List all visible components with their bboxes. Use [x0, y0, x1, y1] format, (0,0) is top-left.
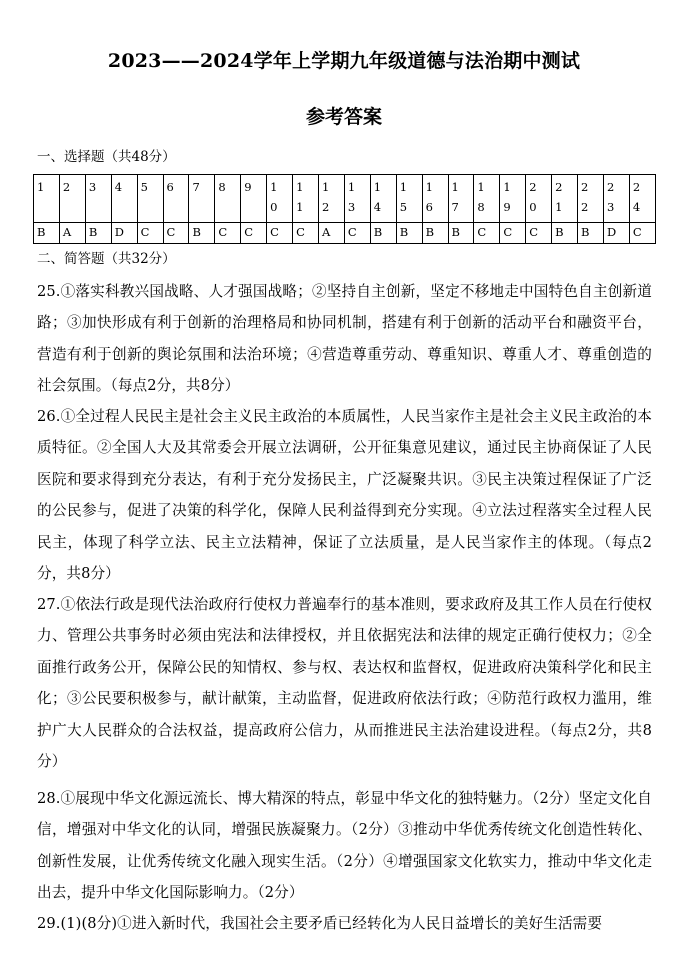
answer-cell: C — [137, 223, 163, 244]
question-number-cell: 1 5 — [396, 175, 422, 223]
question-number-cell: 2 3 — [603, 175, 629, 223]
answer-cell: D — [603, 223, 629, 244]
question-number-cell: 7 — [189, 175, 215, 223]
question-number-cell: 2 2 — [578, 175, 604, 223]
answer-cell: B — [189, 223, 215, 244]
section-heading-short-answer: 二、简答题（共32分） — [37, 251, 176, 267]
question-number-cell: 1 1 — [293, 175, 319, 223]
answer-cell: A — [59, 223, 85, 244]
answer-cell: B — [422, 223, 448, 244]
question-number-cell: 3 — [85, 175, 111, 223]
question-number-cell: 1 3 — [344, 175, 370, 223]
answer-cell: C — [215, 223, 241, 244]
answer-row — [34, 223, 656, 244]
answer-cell: C — [267, 223, 293, 244]
answer-cell: A — [318, 223, 344, 244]
question-number-cell: 1 4 — [370, 175, 396, 223]
question-number-row — [34, 175, 656, 223]
question-number-cell: 1 8 — [474, 175, 500, 223]
answer-paragraph-27: 27.①依法行政是现代法治政府行使权力普遍奉行的基本准则，要求政府及其工作人员在行使权力、管理公共事务时必须由宪法和法律授权，并且依据宪法和法律的规定正确行使权力；②全面推行政务公开，保障公民的知情权、参与权、表达权和监督权，促进政府决策科学化和民主化；③公民要积极参与，献计献策，主动监督，促进政府依法行政；④防范行政权力滥用，维护广大人民群众的合法权益，提高政府公信力，从而推进民主法治建设进程。（每点2分，共8分） — [37, 596, 652, 771]
answer-cell: B — [85, 223, 111, 244]
question-number-cell: 8 — [215, 175, 241, 223]
answer-cell: C — [500, 223, 526, 244]
answer-cell: B — [396, 223, 422, 244]
question-number-cell: 2 1 — [552, 175, 578, 223]
page-subtitle: 参考答案 — [305, 106, 382, 128]
question-number-cell: 1 6 — [422, 175, 448, 223]
answer-cell: C — [474, 223, 500, 244]
question-number-cell: 5 — [137, 175, 163, 223]
question-number-cell: 9 — [241, 175, 267, 223]
answer-table — [33, 174, 656, 244]
section-heading-choice: 一、选择题（共48分） — [37, 149, 176, 165]
answer-paragraph-26: 26.①全过程人民民主是社会主义民主政治的本质属性，人民当家作主是社会主义民主政治的本质特征。②全国人大及其常委会开展立法调研，公开征集意见建议，通过民主协商保证了人民医院和要求得到充分表达，有利于充分发扬民主，广泛凝聚共识。③民主决策过程保证了广泛的公民参与，促进了决策的科学化，保障人民利益得到充分实现。④立法过程落实全过程人民民主，体现了科学立法、民主立法精神，保证了立法质量，是人民当家作主的体现。（每点2分，共8分） — [37, 408, 652, 583]
page-title: 2023——2024学年上学期九年级道德与法治期中测试 — [107, 50, 581, 72]
question-number-cell: 6 — [163, 175, 189, 223]
answer-cell: C — [163, 223, 189, 244]
answer-cell: B — [552, 223, 578, 244]
answer-cell: B — [370, 223, 396, 244]
question-number-cell: 2 — [59, 175, 85, 223]
answer-cell: C — [344, 223, 370, 244]
question-number-cell: 2 0 — [526, 175, 552, 223]
question-number-cell: 2 4 — [629, 175, 655, 223]
answer-cell: C — [241, 223, 267, 244]
question-number-cell: 4 — [111, 175, 137, 223]
answer-cell: C — [293, 223, 319, 244]
question-number-cell: 1 7 — [448, 175, 474, 223]
answer-cell: D — [111, 223, 137, 244]
answer-cell: C — [629, 223, 655, 244]
answer-cell: B — [578, 223, 604, 244]
answer-paragraph-29: 29.(1)(8分)①进入新时代，我国社会主要矛盾已经转化为人民日益增长的美好生活需要 — [37, 915, 603, 932]
answer-paragraph-28: 28.①展现中华文化源远流长、博大精深的特点，彰显中华文化的独特魅力。（2分）坚定文化自信，增强对中华文化的认同，增强民族凝聚力。（2分）③推动中华优秀传统文化创造性转化、创新性发展，让优秀传统文化融入现实生活。（2分）④增强国家文化软实力，推动中华文化走出去，提升中华文化国际影响力。（2分） — [37, 790, 652, 902]
question-number-cell: 1 2 — [318, 175, 344, 223]
answer-cell: C — [526, 223, 552, 244]
answer-cell: B — [34, 223, 60, 244]
answer-cell: B — [448, 223, 474, 244]
question-number-cell: 1 — [34, 175, 60, 223]
answer-paragraph-25: 25.①落实科教兴国战略、人才强国战略；②坚持自主创新，坚定不移地走中国特色自主创新道路；③加快形成有利于创新的治理格局和协同机制，搭建有利于创新的活动平台和融资平台，营造有利于创新的舆论氛围和法治环境；④营造尊重劳动、尊重知识、尊重人才、尊重创造的社会氛围。（每点2分，共8分） — [37, 283, 652, 395]
question-number-cell: 1 0 — [267, 175, 293, 223]
question-number-cell: 1 9 — [500, 175, 526, 223]
